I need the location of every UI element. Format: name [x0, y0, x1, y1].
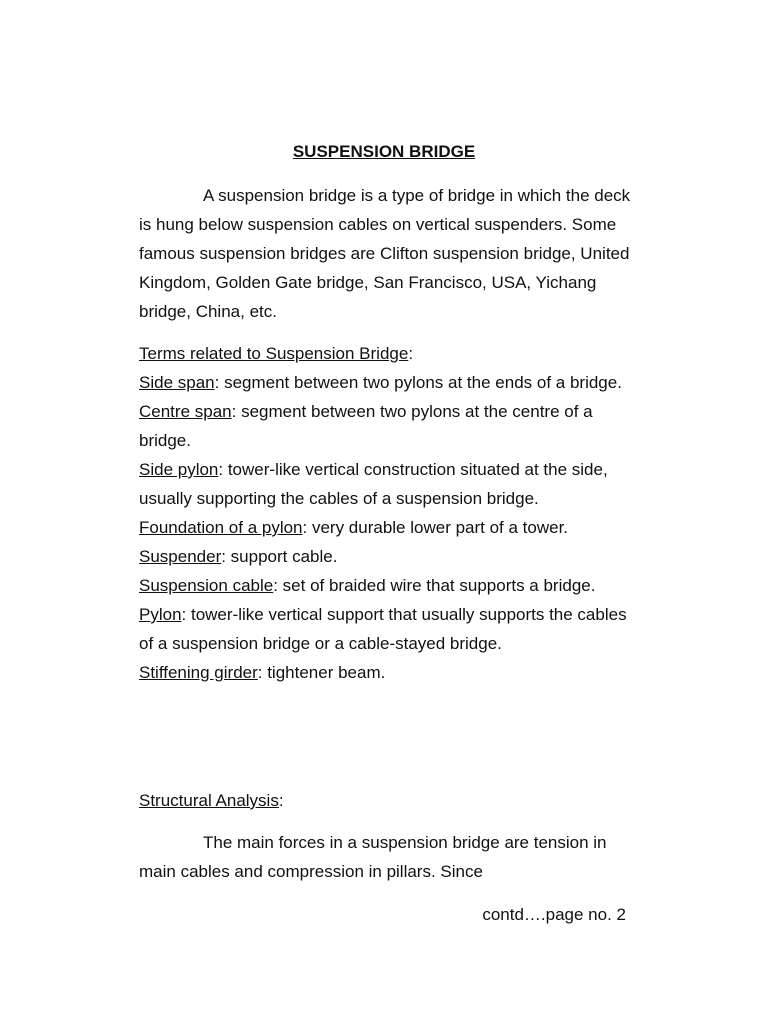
term-definition: : support cable. — [221, 547, 338, 566]
structural-heading: Structural Analysis — [139, 791, 279, 810]
term-item — [139, 600, 639, 658]
terms-heading-line: Terms related to Suspension Bridge: — [139, 344, 414, 363]
term-name: Foundation of a pylon — [139, 518, 303, 537]
term-name: Stiffening girder — [139, 663, 258, 682]
term-item — [139, 368, 639, 397]
analysis-paragraph: The main forces in a suspension bridge are tension in main cables and compression in pillars. Since — [139, 833, 607, 881]
term-name: Pylon — [139, 605, 182, 624]
terms-section — [139, 339, 639, 687]
term-definition: : segment between two pylons at the centre of a bridge. — [139, 402, 593, 450]
term-item — [139, 571, 639, 600]
structural-heading-line: Structural Analysis: — [139, 791, 284, 810]
term-definition: : very durable lower part of a tower. — [302, 518, 569, 537]
term-definition: : tower-like vertical support that usually supports the cables of a suspension bridge or a cable-stayed bridge. — [139, 605, 627, 653]
term-name: Suspender — [139, 547, 222, 566]
term-definition: : tower-like vertical construction situated at the side, usually supporting the cables of a suspension bridge. — [139, 460, 608, 508]
term-item — [139, 455, 639, 513]
term-name: Side pylon — [139, 460, 219, 479]
term-name: Side span — [139, 373, 215, 392]
term-item — [139, 658, 639, 687]
document-title: SUSPENSION BRIDGE — [292, 142, 476, 161]
term-item — [139, 513, 639, 542]
terms-heading: Terms related to Suspension Bridge — [139, 344, 409, 363]
term-definition: : tightener beam. — [257, 663, 386, 682]
term-item — [139, 542, 639, 571]
term-definition: : segment between two pylons at the ends of a bridge. — [214, 373, 622, 392]
term-item — [139, 397, 639, 455]
intro-paragraph: A suspension bridge is a type of bridge in which the deck is hung below suspension cables on vertical suspenders. Some famous suspension bridges are Clifton suspension bridge, United Kingdom, Golden Gate bridge, San Francisco, USA, Yichang bridge, China, etc. — [139, 186, 631, 321]
term-name: Centre span — [139, 402, 232, 421]
term-name: Suspension cable — [139, 576, 274, 595]
continuation-note: contd….page no. 2 — [482, 905, 626, 924]
term-definition: : set of braided wire that supports a bridge. — [273, 576, 596, 595]
